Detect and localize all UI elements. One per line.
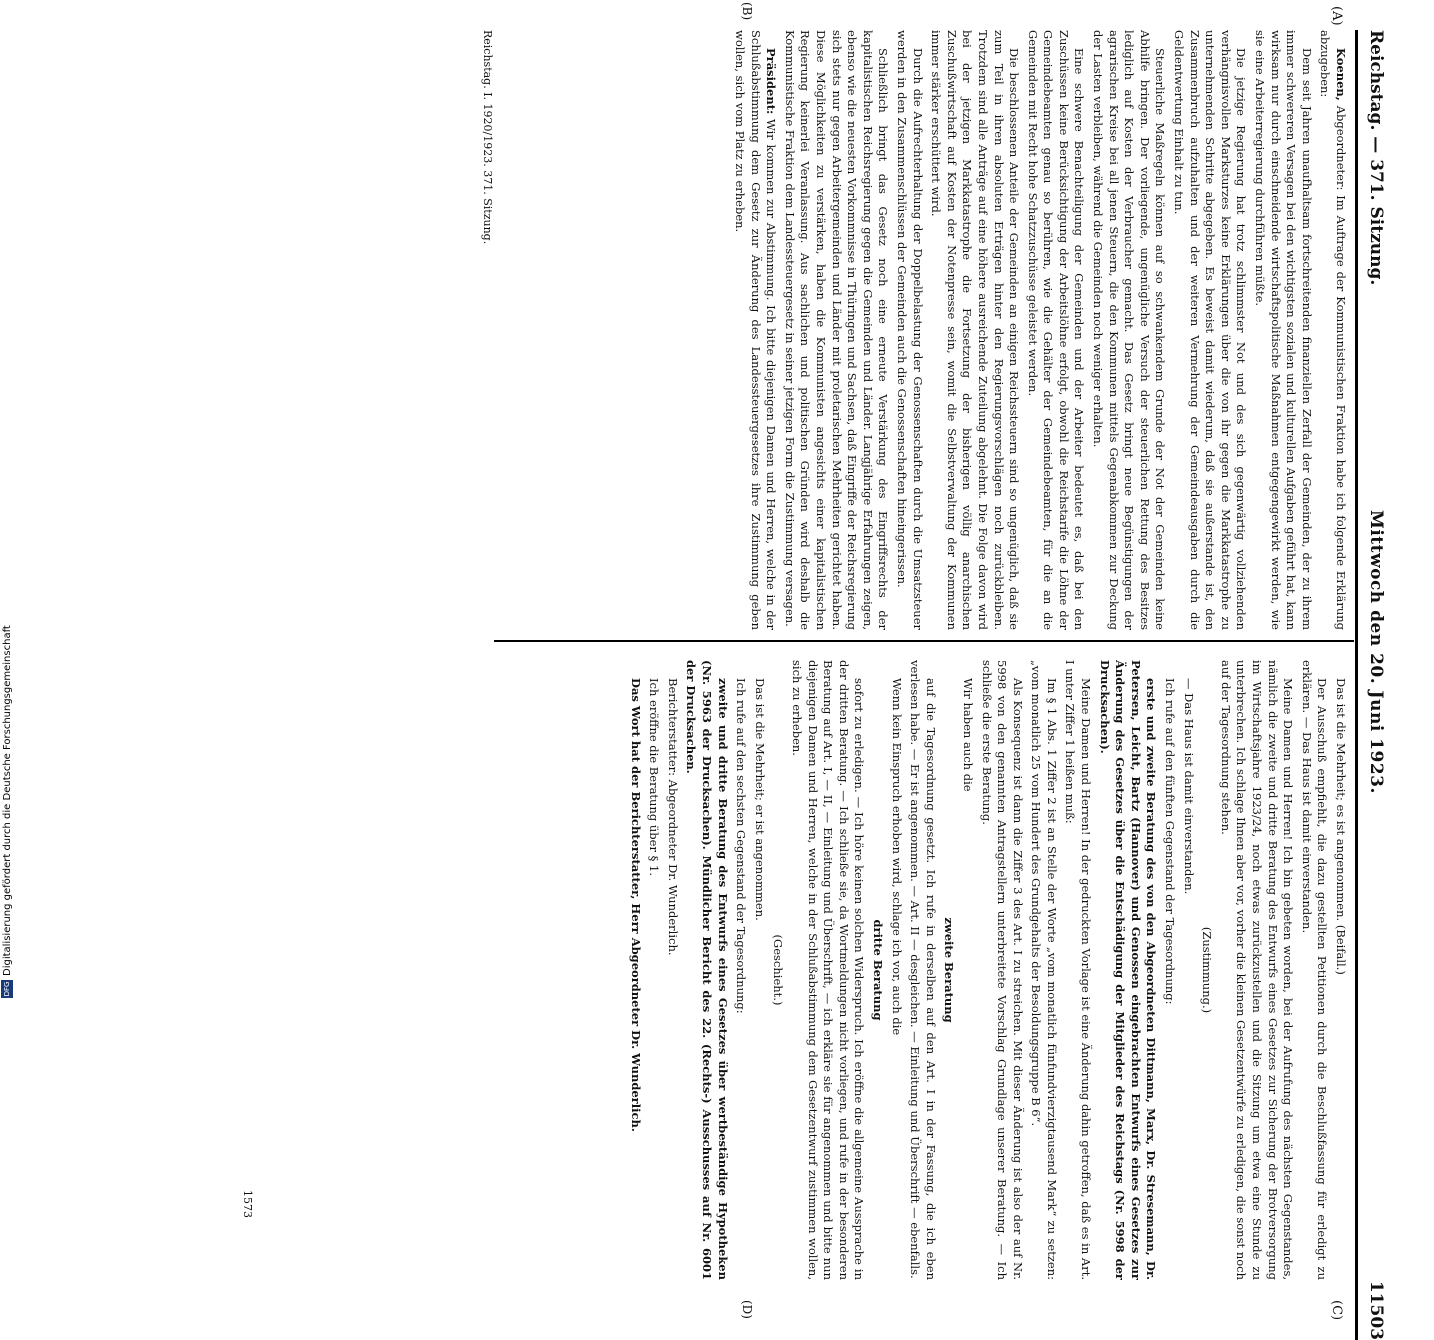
paragraph <box>1199 660 1215 1280</box>
paragraph-text: dritte Beratung <box>870 919 885 1021</box>
paragraph-text: Wenn kein Einspruch erhoben wird, schlage ich vor, auch die <box>889 678 904 1036</box>
paragraph-text: Eine schwere Benachteiligung der Gemeinden und der Arbeiter bedeutet es, daß bei den Zuschüssen keine Berücksichtigung der Arbeitslöhne erfolgt, obwohl die Reichstarife die Löhne der Gemeindebeamten genau so berühren, wie die Gehälter der Gemeindebeamten, für die an die Gemeinden mit Recht hohe Schatzzuschüsse geleistet werden. <box>1025 30 1087 630</box>
right-column <box>468 660 1348 1280</box>
paragraph-text: auf die Tagesordnung gesetzt. Ich rufe in derselben auf den Art. I in der Fassung, die ich eben verlesen habe. — Er ist angenommen. — Art. II — desgleichen. — Einleitung und Überschrift — ebenfalls. <box>908 660 938 1280</box>
paragraph-text: Ich rufe auf den fünften Gegenstand der Tagesordnung: <box>1163 678 1178 1005</box>
paragraph <box>1170 30 1248 630</box>
paragraph <box>1028 660 1059 1280</box>
paragraph <box>1217 660 1295 1280</box>
paragraph-text: (Geschieht.) <box>771 934 786 1006</box>
paragraph <box>888 660 904 1280</box>
paragraph-text: Das ist die Mehrheit; es ist angenommen. (Beifall.) <box>1334 678 1348 975</box>
speaker-name: Koenen, <box>1334 48 1348 101</box>
paragraph <box>751 660 767 1280</box>
paragraph <box>907 660 938 1280</box>
paragraph-text: Das ist die Mehrheit; er ist angenommen. <box>752 678 767 921</box>
column-divider <box>494 640 1354 642</box>
margin-marker-c: (C) <box>1329 1300 1344 1321</box>
paragraph-text: (Zustimmung.) <box>1200 926 1215 1014</box>
paragraph <box>869 660 885 1280</box>
left-column <box>468 30 1348 630</box>
digitization-credit <box>0 0 16 1000</box>
paragraph <box>941 660 957 1280</box>
paragraph <box>733 660 749 1280</box>
paragraph-text: Als Konsequenz ist dann die Ziffer 3 des Art. I zu streichen. Mit dieser Änderung ist also der auf Nr. 5998 von den genannten Antragstellern unterbreitete Vorschlag Grundlage unserer Beratung. — Ich schließe die erste Beratung. <box>979 660 1025 1280</box>
header-left: Reichstag. — 371. Sitzung. <box>1366 30 1386 286</box>
margin-marker-a: (A) <box>1329 6 1344 26</box>
paragraph <box>770 660 786 1280</box>
paragraph <box>893 30 924 630</box>
paragraph <box>959 660 975 1280</box>
paragraph <box>627 660 643 1280</box>
paragraph-text: Meine Damen und Herren! In der gedruckten Vorlage ist eine Änderung dahin getroffen, daß es in Art. I unter Ziffer 1 heißen muß: <box>1063 660 1094 1280</box>
footer-citation: Reichstag. I. 1920/1923. 371. Sitzung. <box>481 30 494 245</box>
paragraph <box>1024 30 1086 630</box>
paragraph <box>928 30 1022 630</box>
paragraph-text: Berichterstatter: Abgeordneter Dr. Wunderlich. <box>665 678 680 956</box>
paragraph <box>788 660 866 1280</box>
header-page-number: 11503 <box>1366 1280 1386 1340</box>
page-number: 1573 <box>241 1190 254 1218</box>
paragraph-text: Steuerliche Maßregeln können auf so schwankendem Grunde der Not der Gemeinden keine Abhilfe bringen. Der vorliegende, ungenügliche Versuch der steuerlichen Rettung des Besitzes lediglich auf Kosten der Verbraucher gemacht. Das Gesetz bringt neue Begünstigungen der agrarischen Kreise bei all jenen Steuern, die den Kommunen mittels Gegenabkommen zur Deckung der Lasten verbleiben, während die Gemeinden noch weniger erhalten. <box>1091 30 1168 630</box>
header-rule <box>1355 30 1358 1340</box>
paragraph-text: Im § 1 Abs. 1 Ziffer 2 ist an Stelle der Worte „vom monatlich fünfundvierzigtausend Mark“ zu setzen: „vom monatlich 25 vom Hundert des Grundgehalts der Besoldungsgruppe B 6“. <box>1029 660 1059 1280</box>
paragraph <box>978 660 1025 1280</box>
paragraph <box>1317 30 1348 630</box>
paragraph-text: Ich eröffne die Beratung über § 1. <box>647 678 662 876</box>
paragraph <box>1298 660 1329 1280</box>
dfg-logo: DFG <box>3 981 11 997</box>
margin-marker-b: (B) <box>740 2 754 21</box>
paragraph <box>1090 30 1168 630</box>
paragraph <box>1180 660 1196 1280</box>
paragraph-text: Ich rufe auf den sechsten Gegenstand der Tagesordnung: <box>734 678 749 1014</box>
paragraph <box>731 30 778 630</box>
paragraph-text: Abgeordneter: Im Auftrage der Kommunistischen Fraktion habe ich folgende Erklärung abzugeben: <box>1318 30 1348 630</box>
paragraph-text: erste und zweite Beratung des von den Abgeordneten Dittmann, Marx, Dr. Stresemann, Dr. Petersen, Leicht, Bartz (Hannover) und Genossen eingebrachten Entwurfs eines Gesetzes zur Änderung des Gesetzes über die Entschädigung der Mitglieder des Reichstags (Nr. 5998 der Drucksachen). <box>1097 660 1159 1280</box>
paragraph-text: — Das Haus ist damit einverstanden. <box>1181 678 1196 895</box>
paragraph-text: Die jetzige Regierung hat trotz schlimmster Not und des sich gegenwärtig vollziehenden verhängnisvollen Marksturzes keine Erklärungen über die von ihr gegen die Markkatastrophe zu unternehmenden Schritte abgegeben. Es beweist damit wiederum, daß sie außerstande ist, den Zusammenbruch aufzuhalten und der weiteren Vermehrung der Gemeindeausgaben durch die Geldentwertung Einhalt zu tun. <box>1172 30 1249 630</box>
paragraph-text: Schließlich bringt das Gesetz noch eine erneute Verstärkung des Eingriffsrechts der kapitalistischen Reichsregierung gegen die Gemeinden und Länder. Langjährige Erfahrungen zeigen, ebenso wie die neuesten Vorkommnisse in Thüringen und Sachsen, daß Eingriffe der Reichsregierung sich stets nur gegen Arbeitergemeinden und Länder mit proletarischen Mehrheiten gerichtet haben. Diese Möglichkeiten zu verstärken, haben die Kommunisten angesichts einer kapitalistischen Regierung keinerlei Veranlassung. Aus sachlichen und politischen Gründen wird deshalb die Kommunistische Fraktion dem Landessteuergesetz in seiner jetzigen Form die Zustimmung versagen. <box>782 30 891 630</box>
paragraph <box>1332 660 1348 1280</box>
paragraph-text: zweite und dritte Beratung des Entwurfs eines Gesetzes über wertbeständige Hypotheken (Nr. 5963 der Drucksachen). Mündlicher Bericht des 22. (Rechts-) Ausschusses auf Nr. 6001 der Drucksachen. <box>684 660 730 1280</box>
credit-text: Digitalisierung gefördert durch die Deutsche Forschungsgemeinschaft <box>2 625 13 976</box>
paragraph-text: zweite Beratung <box>942 917 957 1023</box>
paragraph <box>1096 660 1158 1280</box>
paragraph-text: Dem seit Jahren unaufhaltsam fortschreitenden finanziellen Zerfall der Gemeinden, der zu ihrem immer schwereren Versagen bei den wichtigsten sozialen und kulturellen Aufgaben geführt hat, kann wirksam nur durch einschneidende wirtschaftspolitische Maßnahmen entgegengewirkt werden, wie sie eine Arbeiterregierung durchführen müßte. <box>1253 30 1314 630</box>
paragraph <box>683 660 730 1280</box>
paragraph-text: Meine Damen und Herren! Ich bin gebeten worden, bei der Aufrufung des nächsten Gegenstandes, nämlich die zweite und dritte Beratung des Entwurfs eines Gesetzes zur Sicherung der Brotversorgung im Wirtschaftsjahre 1923/24, noch etwas zurückzustellen und die Sitzung um etwa eine Stunde zu unterbrechen. Ich schlage Ihnen aber vor, vorher die kleinen Gesetzentwürfe zu erledigen, die sonst noch auf der Tagesordnung stehen. <box>1218 660 1296 1280</box>
paragraph-text: sofort zu erledigen. — Ich höre keinen solchen Widerspruch. Ich eröffne die allgemeine Aussprache in der dritten Beratung. — Ich schließe sie, da Wortmeldungen nicht vorliegen, und rufe in der besonderen Beratung auf Art. I, — II, — Einleitung und Überschrift, — ich erkläre sie für angenommen und bitte nun diejenigen Damen und Herren, welche in der Schlußabstimmung dem Gesetzentwurf zustimmen wollen, sich zu erheben. <box>790 660 867 1280</box>
paragraph <box>1062 660 1093 1280</box>
header-date: Mittwoch den 20. Juni 1923. <box>1366 510 1386 794</box>
paragraph <box>1251 30 1313 630</box>
paragraph-text: Wir kommen zur Abstimmung. Ich bitte diejenigen Damen und Herren, welche in der Schlußabstimmung dem Gesetz zur Änderung des Landessteuergesetzes ihre Zustimmung geben wollen, sich vom Platz zu erheben. <box>733 30 779 630</box>
paragraph <box>646 660 662 1280</box>
page-header <box>1354 30 1394 1340</box>
speaker-name: Präsident: <box>764 48 779 115</box>
paragraph-text: Die beschlossenen Anteile der Gemeinden an einigen Reichssteuern sind so ungenüglich, daß sie zum Teil in ihren absoluten Erträgen hinter den Regierungsvorschlägen noch zurückbleiben. Trotzdem sind alle Anträge auf eine höhere ausreichende Zuteilung abgelehnt. Die Folge davon wird bei der jetzigen Markkatastrophe die Fortsetzung der bisherigen völlig anarchischen Zuschußwirtschaft auf Kosten der Notenpresse sein, womit die Selbstverwaltung der Kommunen immer stärker erschüttert wird. <box>929 30 1022 630</box>
margin-marker-d: (D) <box>740 1300 754 1319</box>
paragraph-text: Das Wort hat der Berichterstatter, Herr Abgeordneter Dr. Wunderlich. <box>628 678 643 1132</box>
paragraph-text: Der Ausschuß empfiehlt, die dazu gestellten Petitionen durch die Beschlußfassung für erledigt zu erklären. — Das Haus ist damit einverstanden. <box>1299 660 1330 1280</box>
paragraph <box>664 660 680 1280</box>
paragraph <box>781 30 890 630</box>
paragraph-text: Durch die Aufrechterhaltung der Doppelbelastung der Genossenschaften durch die Umsatzsteuer werden in den Zusammenschlüssen der Gemeinden auch die Genossenschaften hineingerissen. <box>894 30 925 630</box>
paragraph <box>1161 660 1177 1280</box>
paragraph-text: Wir haben auch die <box>960 678 975 792</box>
